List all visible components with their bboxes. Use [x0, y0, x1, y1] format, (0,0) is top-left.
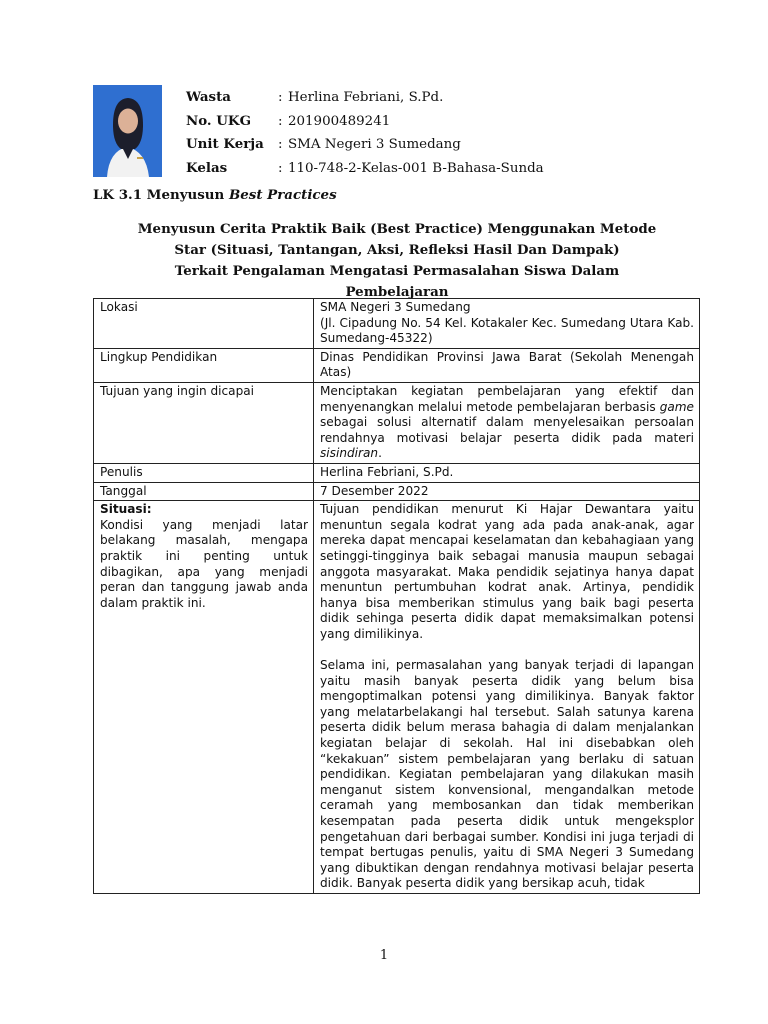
identity-value: Herlina Febriani, S.Pd.: [288, 90, 444, 105]
identity-row-wasta: [186, 86, 544, 110]
situasi-description: Kondisi yang menjadi latar belakang masalah, mengapa praktik ini penting untuk dibagikan, apa yang menjadi peran dan tanggung jawab anda dalam praktik ini.: [100, 517, 308, 610]
identity-value: 110-748-2-Kelas-001 B-Bahasa-Sunda: [288, 160, 544, 176]
table-row-lingkup: [94, 348, 700, 382]
situasi-heading: Situasi:: [100, 502, 152, 517]
lokasi-address: (Jl. Cipadung No. 54 Kel. Kotakaler Kec. Sumedang Utara Kab. Sumedang-45322): [320, 315, 694, 346]
row-label: Penulis: [94, 463, 314, 482]
tujuan-text: Menciptakan kegiatan pembelajaran yang efektif dan menyenangkan melalui metode pembelajaran berbasis: [320, 383, 694, 414]
worksheet-title-prefix: LK 3.1 Menyusun: [93, 187, 229, 203]
identity-label: No. UKG: [186, 112, 252, 129]
tujuan-italic: sisindiran: [320, 446, 379, 461]
page-number: 1: [379, 948, 389, 963]
table-row-tanggal: [94, 482, 700, 501]
tujuan-text: .: [378, 446, 382, 461]
author-photo: [93, 85, 162, 177]
row-label: [94, 501, 314, 894]
best-practice-table: [93, 298, 700, 894]
row-label: Lokasi: [94, 299, 314, 349]
portrait-image: [93, 85, 162, 177]
identity-row-kelas: [186, 157, 544, 181]
document-title: [93, 219, 701, 303]
row-label: Tujuan yang ingin dicapai: [94, 382, 314, 463]
row-label: Tanggal: [94, 482, 314, 501]
table-row-tujuan: [94, 382, 700, 463]
table-row-situasi: [94, 501, 700, 894]
table-row-lokasi: [94, 299, 700, 349]
identity-value: 201900489241: [288, 113, 391, 129]
identity-separator: :: [278, 90, 283, 105]
row-value: [314, 299, 700, 349]
identity-row-unit-kerja: [186, 133, 544, 157]
document-title-line: Pembelajaran: [345, 284, 449, 300]
worksheet-title: [93, 187, 337, 203]
identity-separator: :: [278, 113, 283, 129]
document-title-line: Terkait Pengalaman Mengatasi Permasalahan Siswa Dalam: [174, 263, 620, 279]
row-value: Herlina Febriani, S.Pd.: [314, 463, 700, 482]
worksheet-title-italic: Best Practices: [228, 187, 337, 203]
identity-separator: :: [278, 137, 283, 152]
situasi-paragraph: Selama ini, permasalahan yang banyak terjadi di lapangan yaitu masih banyak peserta didik yang belum bisa mengoptimalkan potensi yang dimilikinya. Banyak faktor yang melatarbelakangi hal tersebut. Salah satunya karena peserta didik belum merasa bahagia di dalam menjalankan kegiatan belajar di sekolah. Hal ini disebabkan oleh “kekakuan” sistem pembelajaran yang berlaku di satuan pendidikan. Kegiatan pembelajaran yang dilakukan masih menganut sistem konvensional, mengandalkan metode ceramah yang membosankan dan tidak memberikan kesempatan pada peserta didik untuk mengeksplor pengetahuan dari berbagai sumber. Kondisi ini juga terjadi di tempat bertugas penulis, yaitu di SMA Negeri 3 Sumedang yang dibuktikan dengan rendahnya motivasi belajar peserta didik. Banyak peserta didik yang bersikap acuh, tidak: [320, 658, 694, 891]
row-value: [314, 382, 700, 463]
lokasi-school: SMA Negeri 3 Sumedang: [320, 300, 471, 314]
document-title-line: Menyusun Cerita Praktik Baik (Best Practice) Menggunakan Metode: [137, 221, 657, 237]
situasi-paragraph: Tujuan pendidikan menurut Ki Hajar Dewantara yaitu menuntun segala kodrat yang ada pada anak-anak, agar mereka dapat mencapai keselamatan dan kebahagiaan yang setinggi-tingginya baik sebagai manusia maupun sebagai anggota masyarakat. Maka pendidik sejatinya hanya dapat menuntun pertumbuhan kodrat anak. Artinya, pendidik hanya bisa memberikan stimulus yang baik bagi peserta didik sehinga peserta didik dapat memaksimalkan potensi yang dimilikinya.: [320, 502, 694, 641]
identity-row-ukg: [186, 110, 544, 134]
row-value: [314, 501, 700, 894]
identity-label: Kelas: [186, 159, 228, 176]
row-label: Lingkup Pendidikan: [94, 348, 314, 382]
identity-label: Wasta: [186, 89, 231, 105]
row-value: Dinas Pendidikan Provinsi Jawa Barat (Sekolah Menengah Atas): [314, 348, 700, 382]
identity-value: SMA Negeri 3 Sumedang: [288, 137, 461, 152]
tujuan-italic: game: [659, 399, 694, 414]
row-value: 7 Desember 2022: [314, 482, 700, 501]
identity-separator: :: [278, 160, 283, 176]
identity-table: [186, 86, 544, 180]
identity-label: Unit Kerja: [186, 136, 264, 152]
paragraph-gap: [320, 642, 694, 658]
table-row-penulis: [94, 463, 700, 482]
document-title-line: Star (Situasi, Tantangan, Aksi, Refleksi Hasil Dan Dampak): [174, 242, 620, 258]
tujuan-text: sebagai solusi alternatif dalam menyelesaikan persoalan rendahnya motivasi belajar peserta didik pada materi: [320, 415, 694, 445]
